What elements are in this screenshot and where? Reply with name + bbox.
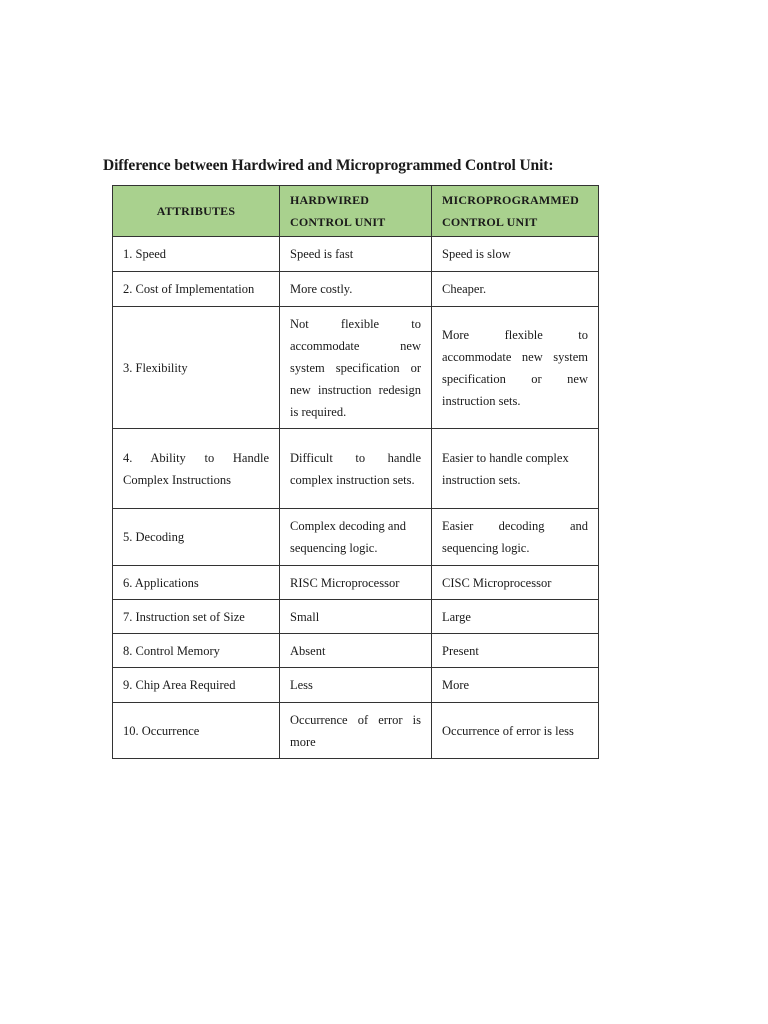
- attribute-cell: 5. Decoding: [113, 509, 280, 566]
- microprogrammed-cell: Occurrence of error is less: [432, 703, 599, 759]
- microprogrammed-cell: Large: [432, 600, 599, 634]
- hardwired-cell: Small: [280, 600, 432, 634]
- header-microprogrammed: MICROPROGRAMMED CONTROL UNIT: [432, 186, 599, 237]
- microprogrammed-cell: Speed is slow: [432, 237, 599, 272]
- attribute-cell: 2. Cost of Implementation: [113, 272, 280, 307]
- table-row: [113, 237, 599, 272]
- microprogrammed-cell: More flexible to accommodate new system specification or new instruction sets.: [432, 307, 599, 429]
- hardwired-cell: Absent: [280, 634, 432, 668]
- microprogrammed-cell: Easier decoding and sequencing logic.: [432, 509, 599, 566]
- microprogrammed-cell: Cheaper.: [432, 272, 599, 307]
- table-row: [113, 429, 599, 509]
- table-row: [113, 509, 599, 566]
- attribute-cell: 6. Applications: [113, 566, 280, 600]
- table-row: [113, 307, 599, 429]
- microprogrammed-cell: More: [432, 668, 599, 703]
- attribute-cell: 9. Chip Area Required: [113, 668, 280, 703]
- microprogrammed-cell: Present: [432, 634, 599, 668]
- header-attributes: ATTRIBUTES: [113, 186, 280, 237]
- attribute-cell: 10. Occurrence: [113, 703, 280, 759]
- header-hardwired: HARDWIRED CONTROL UNIT: [280, 186, 432, 237]
- table-row: [113, 703, 599, 759]
- attribute-cell: 4. Ability to Handle Complex Instructions: [113, 429, 280, 509]
- table-row: [113, 668, 599, 703]
- hardwired-cell: Difficult to handle complex instruction sets.: [280, 429, 432, 509]
- table-row: [113, 272, 599, 307]
- microprogrammed-cell: CISC Microprocessor: [432, 566, 599, 600]
- table-row: [113, 600, 599, 634]
- table-row: [113, 566, 599, 600]
- hardwired-cell: More costly.: [280, 272, 432, 307]
- page-title: Difference between Hardwired and Microprogrammed Control Unit:: [103, 157, 554, 174]
- attribute-cell: 8. Control Memory: [113, 634, 280, 668]
- microprogrammed-cell: Easier to handle complex instruction sets.: [432, 429, 599, 509]
- hardwired-cell: Less: [280, 668, 432, 703]
- table-row: [113, 634, 599, 668]
- hardwired-cell: Complex decoding and sequencing logic.: [280, 509, 432, 566]
- hardwired-cell: RISC Microprocessor: [280, 566, 432, 600]
- attribute-cell: 1. Speed: [113, 237, 280, 272]
- hardwired-cell: Not flexible to accommodate new system specification or new instruction redesign is required.: [280, 307, 432, 429]
- table-header-row: [113, 186, 599, 237]
- attribute-cell: 3. Flexibility: [113, 307, 280, 429]
- comparison-table: [112, 185, 599, 759]
- hardwired-cell: Speed is fast: [280, 237, 432, 272]
- hardwired-cell: Occurrence of error is more: [280, 703, 432, 759]
- attribute-cell: 7. Instruction set of Size: [113, 600, 280, 634]
